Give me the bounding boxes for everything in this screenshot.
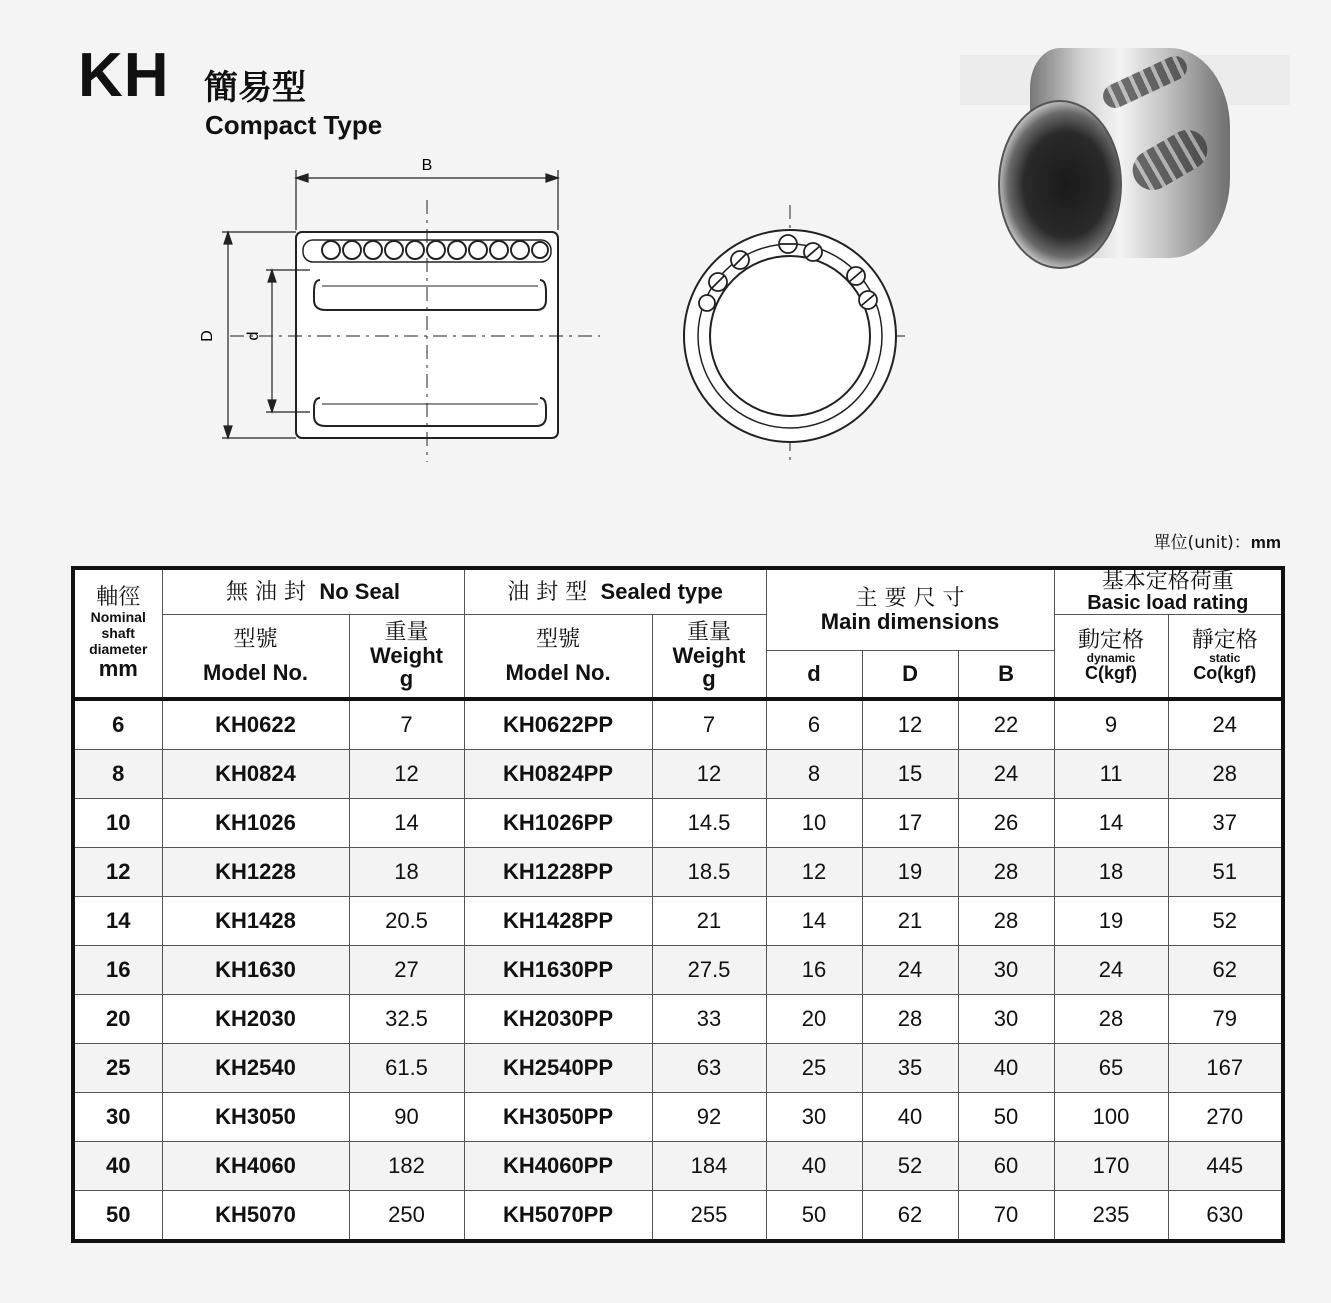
sealed-en: Sealed type <box>600 579 723 604</box>
sealed-cn: 油 封 型 <box>507 580 588 605</box>
cell-weight-pp: 12 <box>652 749 766 798</box>
cell-model: KH1026 <box>162 798 349 847</box>
unit-label: 單位(unit)： <box>1153 533 1251 553</box>
cell-model-pp: KH3050PP <box>464 1092 652 1141</box>
cell-co: 167 <box>1168 1043 1283 1092</box>
cell-c: 235 <box>1054 1190 1168 1241</box>
cell-weight-pp: 14.5 <box>652 798 766 847</box>
cell-weight-pp: 184 <box>652 1141 766 1190</box>
cell-model: KH5070 <box>162 1190 349 1241</box>
cell-shaft: 10 <box>73 798 162 847</box>
cell-B: 22 <box>958 699 1054 750</box>
model-cn: 型號 <box>233 626 278 652</box>
type-title-cn: 簡易型 <box>204 68 306 108</box>
model-pp-en: Model No. <box>505 659 611 685</box>
cell-co: 630 <box>1168 1190 1283 1241</box>
cell-d: 30 <box>766 1092 862 1141</box>
header-noseal <box>162 568 464 615</box>
cell-c: 19 <box>1054 896 1168 945</box>
cell-weight: 250 <box>349 1190 464 1241</box>
header-dim-B: B <box>958 651 1054 699</box>
cell-weight-pp: 18.5 <box>652 847 766 896</box>
cell-c: 28 <box>1054 994 1168 1043</box>
cell-B: 28 <box>958 896 1054 945</box>
cell-model-pp: KH1228PP <box>464 847 652 896</box>
cell-shaft: 50 <box>73 1190 162 1241</box>
cell-B: 28 <box>958 847 1054 896</box>
weight-pp-cn: 重量 <box>687 620 732 646</box>
cell-shaft: 6 <box>73 699 162 750</box>
cell-weight: 14 <box>349 798 464 847</box>
cell-model: KH0622 <box>162 699 349 750</box>
weight-pp-unit: g <box>702 666 716 692</box>
cell-model: KH4060 <box>162 1141 349 1190</box>
table-row <box>73 798 1283 847</box>
cell-weight: 18 <box>349 847 464 896</box>
cell-model: KH1630 <box>162 945 349 994</box>
cell-D: 62 <box>862 1190 958 1241</box>
label-B: B <box>421 157 433 174</box>
load-cn: 基本定格荷重 <box>1101 569 1234 594</box>
cell-model-pp: KH5070PP <box>464 1190 652 1241</box>
cell-D: 15 <box>862 749 958 798</box>
noseal-en: No Seal <box>319 579 401 604</box>
model-pp-cn: 型號 <box>536 626 581 652</box>
cell-model-pp: KH2030PP <box>464 994 652 1043</box>
cell-d: 8 <box>766 749 862 798</box>
cell-d: 25 <box>766 1043 862 1092</box>
cell-shaft: 8 <box>73 749 162 798</box>
cell-weight: 182 <box>349 1141 464 1190</box>
header-dynamic <box>1054 615 1168 699</box>
cell-shaft: 25 <box>73 1043 162 1092</box>
cell-model: KH1228 <box>162 847 349 896</box>
cell-d: 6 <box>766 699 862 750</box>
cell-model: KH1428 <box>162 896 349 945</box>
sta-unit: Co(kgf) <box>1193 663 1257 684</box>
product-photo <box>990 40 1250 270</box>
weight-unit: g <box>399 666 414 692</box>
shaft-en: Nominal shaft diameter <box>89 609 148 658</box>
cell-B: 50 <box>958 1092 1054 1141</box>
dyn-unit: C(kgf) <box>1085 663 1138 684</box>
cell-D: 19 <box>862 847 958 896</box>
cell-weight-pp: 63 <box>652 1043 766 1092</box>
table-row <box>73 699 1283 750</box>
header-model-pp <box>464 615 652 699</box>
cell-co: 37 <box>1168 798 1283 847</box>
label-D: D <box>199 330 216 342</box>
cell-D: 21 <box>862 896 958 945</box>
cell-model-pp: KH2540PP <box>464 1043 652 1092</box>
load-en: Basic load rating <box>1087 592 1249 615</box>
dims-cn: 主 要 尺 寸 <box>855 585 965 611</box>
cell-shaft: 40 <box>73 1141 162 1190</box>
cell-model-pp: KH1428PP <box>464 896 652 945</box>
cell-d: 40 <box>766 1141 862 1190</box>
cell-B: 30 <box>958 945 1054 994</box>
table-row <box>73 1141 1283 1190</box>
cell-B: 30 <box>958 994 1054 1043</box>
cell-co: 52 <box>1168 896 1283 945</box>
cell-d: 20 <box>766 994 862 1043</box>
cell-B: 60 <box>958 1141 1054 1190</box>
cell-co: 62 <box>1168 945 1283 994</box>
weight-en: Weight <box>370 643 443 669</box>
dyn-en: dynamic <box>1086 650 1136 665</box>
series-title: KH <box>78 41 170 110</box>
cell-d: 12 <box>766 847 862 896</box>
ball-row <box>322 241 548 259</box>
table-row <box>73 896 1283 945</box>
cell-weight-pp: 255 <box>652 1190 766 1241</box>
unit-note <box>1154 528 1281 553</box>
cell-B: 70 <box>958 1190 1054 1241</box>
cell-d: 10 <box>766 798 862 847</box>
cell-weight: 27 <box>349 945 464 994</box>
cell-model: KH2540 <box>162 1043 349 1092</box>
table-row <box>73 994 1283 1043</box>
cell-weight-pp: 92 <box>652 1092 766 1141</box>
cell-weight-pp: 33 <box>652 994 766 1043</box>
sta-cn: 靜定格 <box>1191 627 1258 653</box>
cell-D: 28 <box>862 994 958 1043</box>
cell-c: 11 <box>1054 749 1168 798</box>
cell-weight: 12 <box>349 749 464 798</box>
table-row <box>73 1092 1283 1141</box>
cell-D: 35 <box>862 1043 958 1092</box>
cell-weight-pp: 27.5 <box>652 945 766 994</box>
cell-co: 79 <box>1168 994 1283 1043</box>
sta-en: static <box>1209 650 1241 665</box>
cell-co: 28 <box>1168 749 1283 798</box>
cell-c: 65 <box>1054 1043 1168 1092</box>
header-weight <box>349 615 464 699</box>
cell-D: 12 <box>862 699 958 750</box>
cell-c: 14 <box>1054 798 1168 847</box>
cell-model-pp: KH0622PP <box>464 699 652 750</box>
cell-co: 51 <box>1168 847 1283 896</box>
cell-model-pp: KH1630PP <box>464 945 652 994</box>
table-row <box>73 1043 1283 1092</box>
cell-shaft: 12 <box>73 847 162 896</box>
cell-shaft: 16 <box>73 945 162 994</box>
header-weight-pp <box>652 615 766 699</box>
cell-weight: 61.5 <box>349 1043 464 1092</box>
cell-c: 9 <box>1054 699 1168 750</box>
model-en: Model No. <box>202 659 309 685</box>
cell-co: 270 <box>1168 1092 1283 1141</box>
table-row <box>73 1190 1283 1241</box>
cell-weight-pp: 21 <box>652 896 766 945</box>
cell-d: 50 <box>766 1190 862 1241</box>
dims-en: Main dimensions <box>820 609 1000 635</box>
cell-d: 14 <box>766 896 862 945</box>
cell-model-pp: KH1026PP <box>464 798 652 847</box>
table-row <box>73 749 1283 798</box>
header-shaft <box>73 568 162 699</box>
cell-B: 24 <box>958 749 1054 798</box>
cell-shaft: 30 <box>73 1092 162 1141</box>
cell-c: 24 <box>1054 945 1168 994</box>
cell-c: 170 <box>1054 1141 1168 1190</box>
table-row <box>73 847 1283 896</box>
cell-model-pp: KH4060PP <box>464 1141 652 1190</box>
cell-d: 16 <box>766 945 862 994</box>
header-dims <box>766 568 1054 651</box>
dyn-cn: 動定格 <box>1078 627 1145 653</box>
cell-model: KH3050 <box>162 1092 349 1141</box>
cell-c: 100 <box>1054 1092 1168 1141</box>
cell-co: 24 <box>1168 699 1283 750</box>
cell-weight: 32.5 <box>349 994 464 1043</box>
cell-B: 26 <box>958 798 1054 847</box>
header-sealed <box>464 568 766 615</box>
cell-shaft: 20 <box>73 994 162 1043</box>
label-d: d <box>245 331 262 341</box>
weight-pp-en: Weight <box>672 643 746 669</box>
type-title-en: Compact Type <box>205 110 383 140</box>
cell-D: 52 <box>862 1141 958 1190</box>
cell-D: 17 <box>862 798 958 847</box>
cell-D: 40 <box>862 1092 958 1141</box>
header-dim-d: d <box>766 651 862 699</box>
cell-model-pp: KH0824PP <box>464 749 652 798</box>
shaft-unit: mm <box>98 656 138 682</box>
table-body <box>73 699 1283 1241</box>
cell-weight-pp: 7 <box>652 699 766 750</box>
front-view <box>684 230 896 442</box>
header-load <box>1054 568 1283 615</box>
header-model <box>162 615 349 699</box>
cell-B: 40 <box>958 1043 1054 1092</box>
cell-weight: 7 <box>349 699 464 750</box>
header-dim-D: D <box>862 651 958 699</box>
spec-table <box>71 566 1285 1243</box>
cell-weight: 20.5 <box>349 896 464 945</box>
unit-value: mm <box>1250 533 1281 552</box>
cell-D: 24 <box>862 945 958 994</box>
cell-model: KH0824 <box>162 749 349 798</box>
cell-shaft: 14 <box>73 896 162 945</box>
noseal-cn: 無 油 封 <box>225 580 306 605</box>
shaft-cn: 軸徑 <box>96 585 141 611</box>
header-static <box>1168 615 1283 699</box>
weight-cn: 重量 <box>384 620 429 646</box>
table-header <box>73 568 1283 699</box>
cell-weight: 90 <box>349 1092 464 1141</box>
cell-co: 445 <box>1168 1141 1283 1190</box>
table-row <box>73 945 1283 994</box>
cell-c: 18 <box>1054 847 1168 896</box>
cell-model: KH2030 <box>162 994 349 1043</box>
